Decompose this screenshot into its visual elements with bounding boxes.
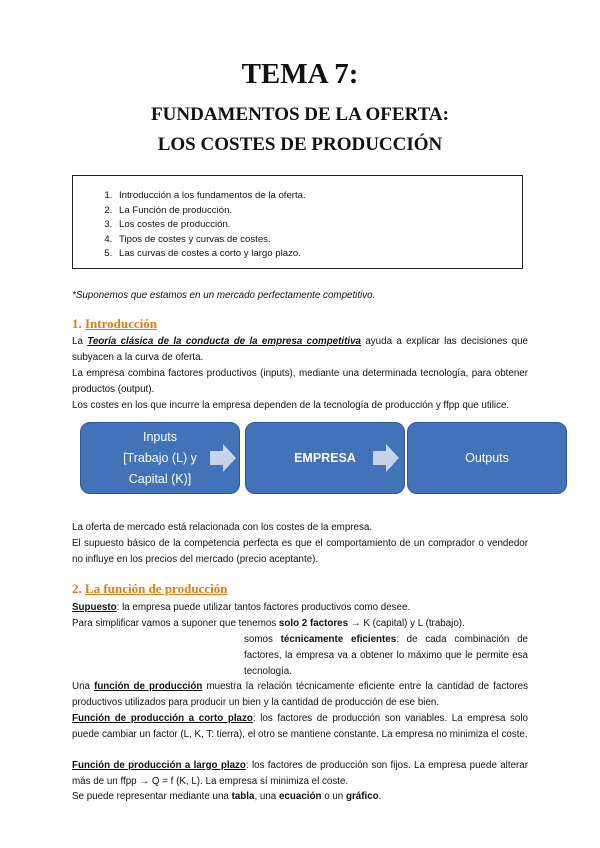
inputs-label: Capital (K)] xyxy=(128,471,192,486)
intro-paragraph-2: La empresa combina factores productivos (inputs), mediante una determinada tecnología, para obtener productos (output). xyxy=(72,368,528,395)
short-run-paragraph: Función de producción a corto plazo: los factores de producción son variables. La empresa solo puede cambiar un factor (L, K, T: tierra), el otro se mantiene constante. La empresa no minimiza el coste. xyxy=(72,713,528,740)
assumption-paragraph: Supuesto: la empresa puede utilizar tantos factores productivos como desee. xyxy=(72,602,411,613)
efficiency-paragraph: somos técnicamente eficientes: de cada combinación de factores, la empresa va a obtener lo máximo que le permite esa tecnología. xyxy=(244,634,528,677)
production-function-term: función de producción xyxy=(94,681,203,692)
empresa-label: EMPRESA xyxy=(294,450,356,465)
toc-item: 5. Las curvas de costes a corto y largo plazo. xyxy=(115,247,522,262)
section-2-number: 2. xyxy=(72,581,82,596)
representation-paragraph: Se puede representar mediante una tabla, una ecuación o un gráfico. xyxy=(72,791,382,802)
production-function-paragraph: Una función de producción muestra la relación técnicamente eficiente entre la cantidad de factores productivos utilizados para producir un bien y la cantidad de producción de ese bien. xyxy=(72,681,528,708)
intro-paragraph-4: La oferta de mercado está relacionada con los costes de la empresa. xyxy=(72,522,373,533)
outputs-box xyxy=(407,422,567,494)
intro-paragraph-1: La Teoría clásica de la conducta de la empresa competitiva ayuda a explicar las decisiones que subyacen a la curva de oferta. xyxy=(72,336,528,363)
section-2-heading xyxy=(72,581,227,597)
page-subtitle-1: FUNDAMENTOS DE LA OFERTA: xyxy=(151,104,449,125)
section-2-title: La función de producción xyxy=(85,581,228,596)
page-title: TEMA 7: xyxy=(241,58,359,90)
assumption-note: *Suponemos que estamos en un mercado perfectamente competitivo. xyxy=(72,290,376,301)
section-1-number: 1. xyxy=(72,316,82,331)
toc-item: 3. Los costes de producción. xyxy=(115,218,522,233)
section-1-title: Introducción xyxy=(85,316,157,331)
intro-paragraph-3: Los costes en los que incurre la empresa dependen de la tecnología de producción y ffpp que utilice. xyxy=(72,400,510,411)
inputs-label: Inputs xyxy=(142,429,178,444)
simplification-paragraph: Para simplificar vamos a suponer que tenemos solo 2 factores → K (capital) y L (trabajo). xyxy=(72,618,465,629)
toc-item: 2. La Función de producción. xyxy=(115,204,522,219)
page-subtitle-2: LOS COSTES DE PRODUCCIÓN xyxy=(157,134,443,155)
long-run-paragraph: Función de producción a largo plazo: los factores de producción son fijos. La empresa puede alterar más de un ffpp → Q = f (K, L). La empresa sí minimiza el coste. xyxy=(72,760,528,787)
theory-term: Teoría clásica de la conducta de la empresa competitiva xyxy=(87,336,361,347)
toc-item: 1. Introducción a los fundamentos de la oferta. xyxy=(115,189,522,204)
short-run-term: Función de producción a corto plazo xyxy=(72,713,253,724)
inputs-label: [Trabajo (L) y xyxy=(123,450,197,465)
toc-item: 4. Tipos de costes y curvas de costes. xyxy=(115,233,522,248)
long-run-term: Función de producción a largo plazo xyxy=(72,760,246,771)
outputs-label: Outputs xyxy=(465,450,509,465)
section-1-heading xyxy=(72,316,157,332)
intro-paragraph-5: El supuesto básico de la competencia perfecta es que el comportamiento de un comprador o vendedor no influye en los precios del mercado (precio aceptante). xyxy=(72,538,528,565)
assumption-term: Supuesto xyxy=(72,602,117,613)
table-of-contents xyxy=(72,175,523,269)
